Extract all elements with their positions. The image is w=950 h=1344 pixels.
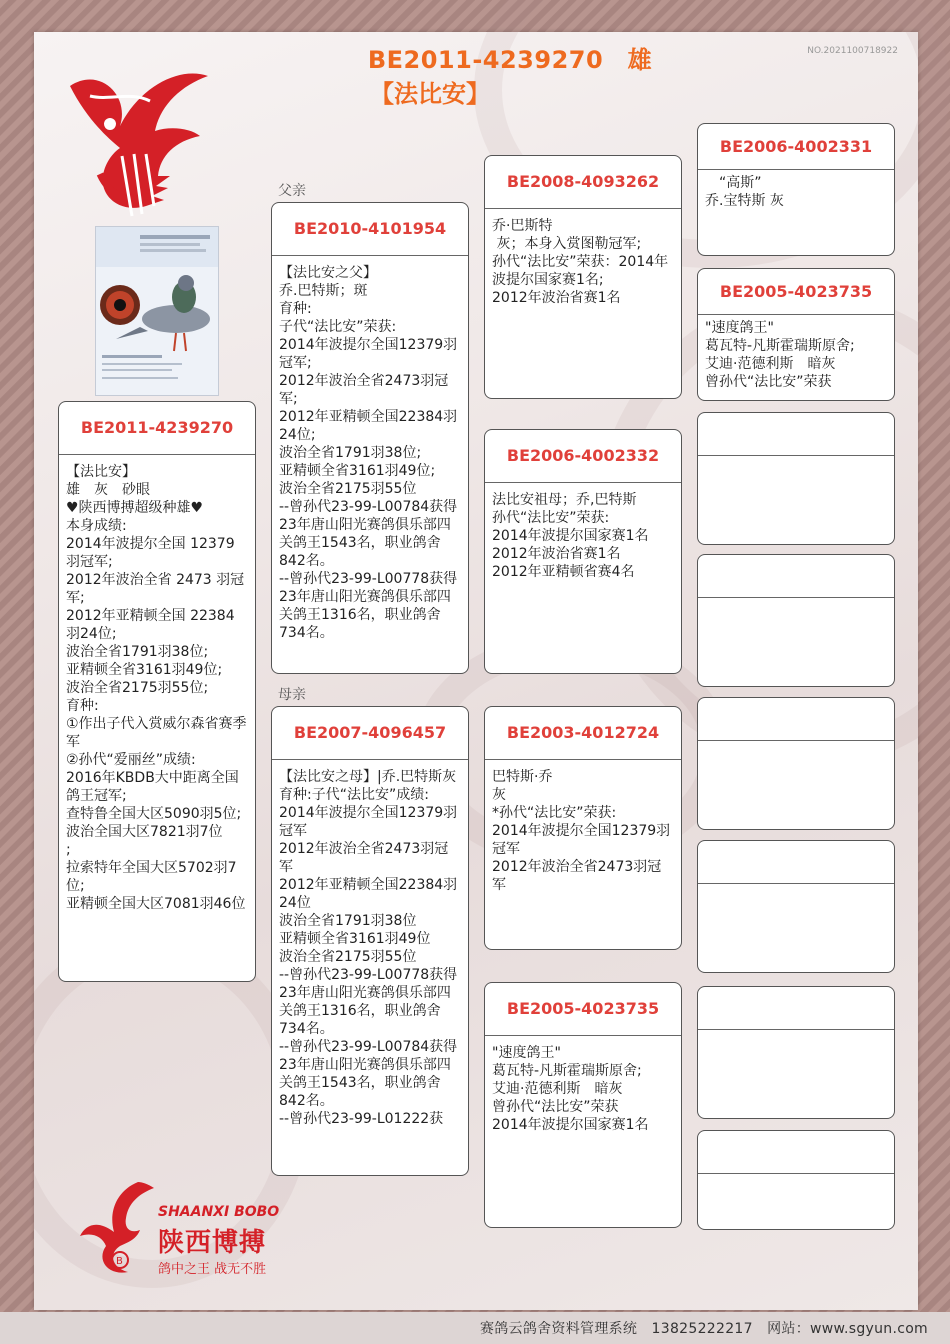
page-title: BE2011-4239270 雄 [367,46,653,74]
empty-ancestor-card [697,1130,895,1230]
svg-text:B: B [116,1256,123,1267]
footer-bar [0,1312,950,1344]
paternal-grandmother-ring: BE2006-4002332 [485,430,681,483]
maternal-grandfather-ring: BE2003-4012724 [485,707,681,760]
mother-label: 母亲 [278,687,306,703]
paternal-grandmother-card [484,429,682,674]
maternal-grandmother-card [484,982,682,1228]
paternal-grandfather-ring: BE2008-4093262 [485,156,681,209]
father-label: 父亲 [278,183,306,199]
subject-card [58,401,256,982]
empty-ancestor-card [697,697,895,830]
empty-ancestor-card [697,554,895,687]
maternal-grandmother-details: "速度鸽王" 葛瓦特-凡斯霍瑞斯原舍; 艾迪·范德利斯 暗灰 曾孙代“法比安”荣获 2014年波提尔国家赛1名 [492,1045,649,1133]
subject-details: 【法比安】 雄 灰 砂眼 ♥陕西博搏超级种雄♥ 本身成绩: 2014年波提尔全国 12379羽冠军; 2012年波治全省 2473 羽冠军; 2012年亚精顿全国 22384羽24位; 波治全省1791羽38位; 亚精顿全省3161羽49位; 波治全省2175羽55位; 育种: ①作出子代入赏威尔森省赛季军 ②孙代“爱丽丝”成绩: 2016年KBDB大中距离全国鸽王冠军; 查特鲁全国大区5090羽5位; 波治全国大区7821羽7位 ; 拉索特年全国大区5702羽7位; 亚精顿全国大区7081羽46位 [66,464,247,912]
father-card [271,202,469,674]
brand-chinese-name: 陕西博搏 [158,1228,267,1258]
great-grandparent-details-2: "速度鸽王" 葛瓦特-凡斯霍瑞斯原舍; 艾迪·范德利斯 暗灰 曾孙代“法比安”荣获 [705,320,855,390]
paternal-grandfather-card [484,155,682,399]
father-ring-number: BE2010-4101954 [272,203,468,256]
great-grandparent-card-2 [697,268,895,401]
empty-ancestor-card [697,840,895,973]
great-grandparent-ring-2: BE2005-4023735 [698,269,894,315]
great-grandparent-details-1: “高斯” 乔.宝特斯 灰 [705,175,784,209]
empty-ancestor-card [697,986,895,1119]
mother-details: 【法比安之母】|乔.巴特斯灰 育种:子代“法比安”成绩: 2014年波提尔全国12379羽冠军 2012年波治全省2473羽冠军 2012年亚精顿全国22384羽24位 波治全省1791羽38位 亚精顿全省3161羽49位 波治全省2175羽55位 --曾孙代23-99-L00778获得23年唐山阳光赛鸽俱乐部四关鸽王1316名，职业鸽舍734名。 --曾孙代23-99-L00784获得23年唐山阳光赛鸽俱乐部四关鸽王1543名，职业鸽舍842名。 --曾孙代23-99-L01222获 [279,769,458,1127]
document-number: NO.2021100718922 [807,46,898,56]
page-subtitle: 【法比安】 [370,80,490,108]
brand-block [78,1180,308,1280]
maternal-grandfather-card [484,706,682,950]
mother-ring-number: BE2007-4096457 [272,707,468,760]
brand-bird-icon [78,1180,156,1280]
maternal-grandmother-ring: BE2005-4023735 [485,983,681,1036]
footer-contact: 赛鸽云鸽舍资料管理系统 13825222217 网站：www.sgyun.com [479,1321,928,1337]
mother-card [271,706,469,1176]
great-grandparent-ring-1: BE2006-4002331 [698,124,894,170]
subject-ring-number: BE2011-4239270 [59,402,255,455]
paternal-grandfather-details: 乔·巴斯特 灰；本身入赏图勒冠军; 孙代“法比安”荣获：2014年波提尔国家赛1名; 2012年波治省赛1名 [492,218,669,306]
paternal-grandmother-details: 法比安祖母；乔,巴特斯 孙代“法比安”荣获: 2014年波提尔国家赛1名 2012年波治省赛1名 2012年亚精顿省赛4名 [492,492,649,580]
brand-english-name: SHAANXI BOBO [158,1204,280,1220]
great-grandparent-card-1 [697,123,895,256]
father-details: 【法比安之父】 乔.巴特斯；斑 育种: 子代“法比安”荣获: 2014年波提尔全国12379羽冠军; 2012年波治全省2473羽冠军; 2012年亚精顿全国22384羽24位; 波治全省1791羽38位; 亚精顿全省3161羽49位; 波治全省2175羽55位 --曾孙代23-99-L00784获得23年唐山阳光赛鸽俱乐部四关鸽王1543名，职业鸽舍842名。 --曾孙代23-99-L00778获得23年唐山阳光赛鸽俱乐部四关鸽王1316名，职业鸽舍734名。 [279,265,458,641]
pigeon-image-icon [96,227,218,395]
phoenix-logo-icon [60,56,210,221]
empty-ancestor-card [697,412,895,545]
brand-slogan: 鸽中之王 战无不胜 [158,1262,267,1277]
maternal-grandfather-details: 巴特斯·乔 灰 *孙代“法比安”荣获: 2014年波提尔全国12379羽冠军 2012年波治全省2473羽冠军 [492,769,671,893]
pigeon-photo [95,226,219,396]
